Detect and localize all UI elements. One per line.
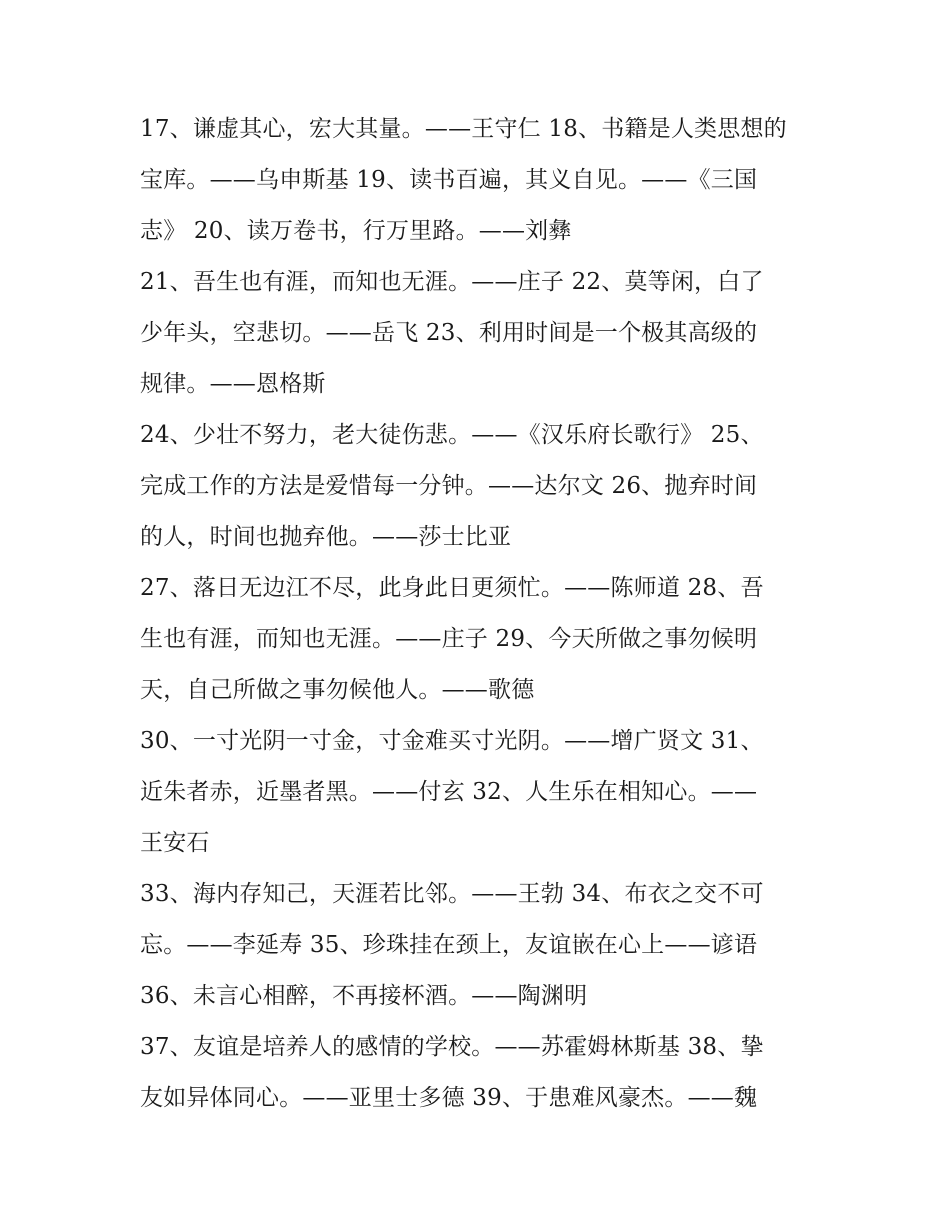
text-line: 王安石 [140, 830, 210, 856]
text-line: 少年头，空悲切。——岳飞 23、利用时间是一个极其高级的 [140, 320, 758, 346]
text-line: 志》 20、读万卷书，行万里路。——刘彝 [140, 218, 572, 244]
text-line: 规律。——恩格斯 [140, 371, 326, 397]
text-line: 36、未言心相醉，不再接杯酒。——陶渊明 [140, 983, 588, 1009]
text-line: 33、海内存知己，天涯若比邻。——王勃 34、布衣之交不可 [140, 881, 764, 907]
text-line: 21、吾生也有涯，而知也无涯。——庄子 22、莫等闲，白了 [140, 269, 764, 295]
text-line: 生也有涯，而知也无涯。——庄子 29、今天所做之事勿候明 [140, 626, 758, 652]
text-line: 的人，时间也抛弃他。——莎士比亚 [140, 524, 512, 550]
text-line: 天，自己所做之事勿候他人。——歌德 [140, 677, 535, 703]
quote-text-block [140, 104, 820, 1124]
text-line: 24、少壮不努力，老大徒伤悲。——《汉乐府长歌行》 25、 [140, 422, 764, 448]
text-line: 宝库。——乌申斯基 19、读书百遍，其义自见。——《三国 [140, 167, 758, 193]
text-line: 17、谦虚其心，宏大其量。——王守仁 18、书籍是人类思想的 [140, 116, 787, 142]
text-line: 忘。——李延寿 35、珍珠挂在颈上，友谊嵌在心上——谚语 [140, 932, 758, 958]
text-line: 友如异体同心。——亚里士多德 39、于患难风豪杰。——魏 [140, 1085, 758, 1111]
text-line: 30、一寸光阴一寸金，寸金难买寸光阴。——增广贤文 31、 [140, 728, 764, 754]
text-line: 27、落日无边江不尽，此身此日更须忙。——陈师道 28、吾 [140, 575, 764, 601]
text-line: 近朱者赤，近墨者黑。——付玄 32、人生乐在相知心。—— [140, 779, 758, 805]
text-line: 37、友谊是培养人的感情的学校。——苏霍姆林斯基 38、挚 [140, 1034, 764, 1060]
text-line: 完成工作的方法是爱惜每一分钟。——达尔文 26、抛弃时间 [140, 473, 758, 499]
